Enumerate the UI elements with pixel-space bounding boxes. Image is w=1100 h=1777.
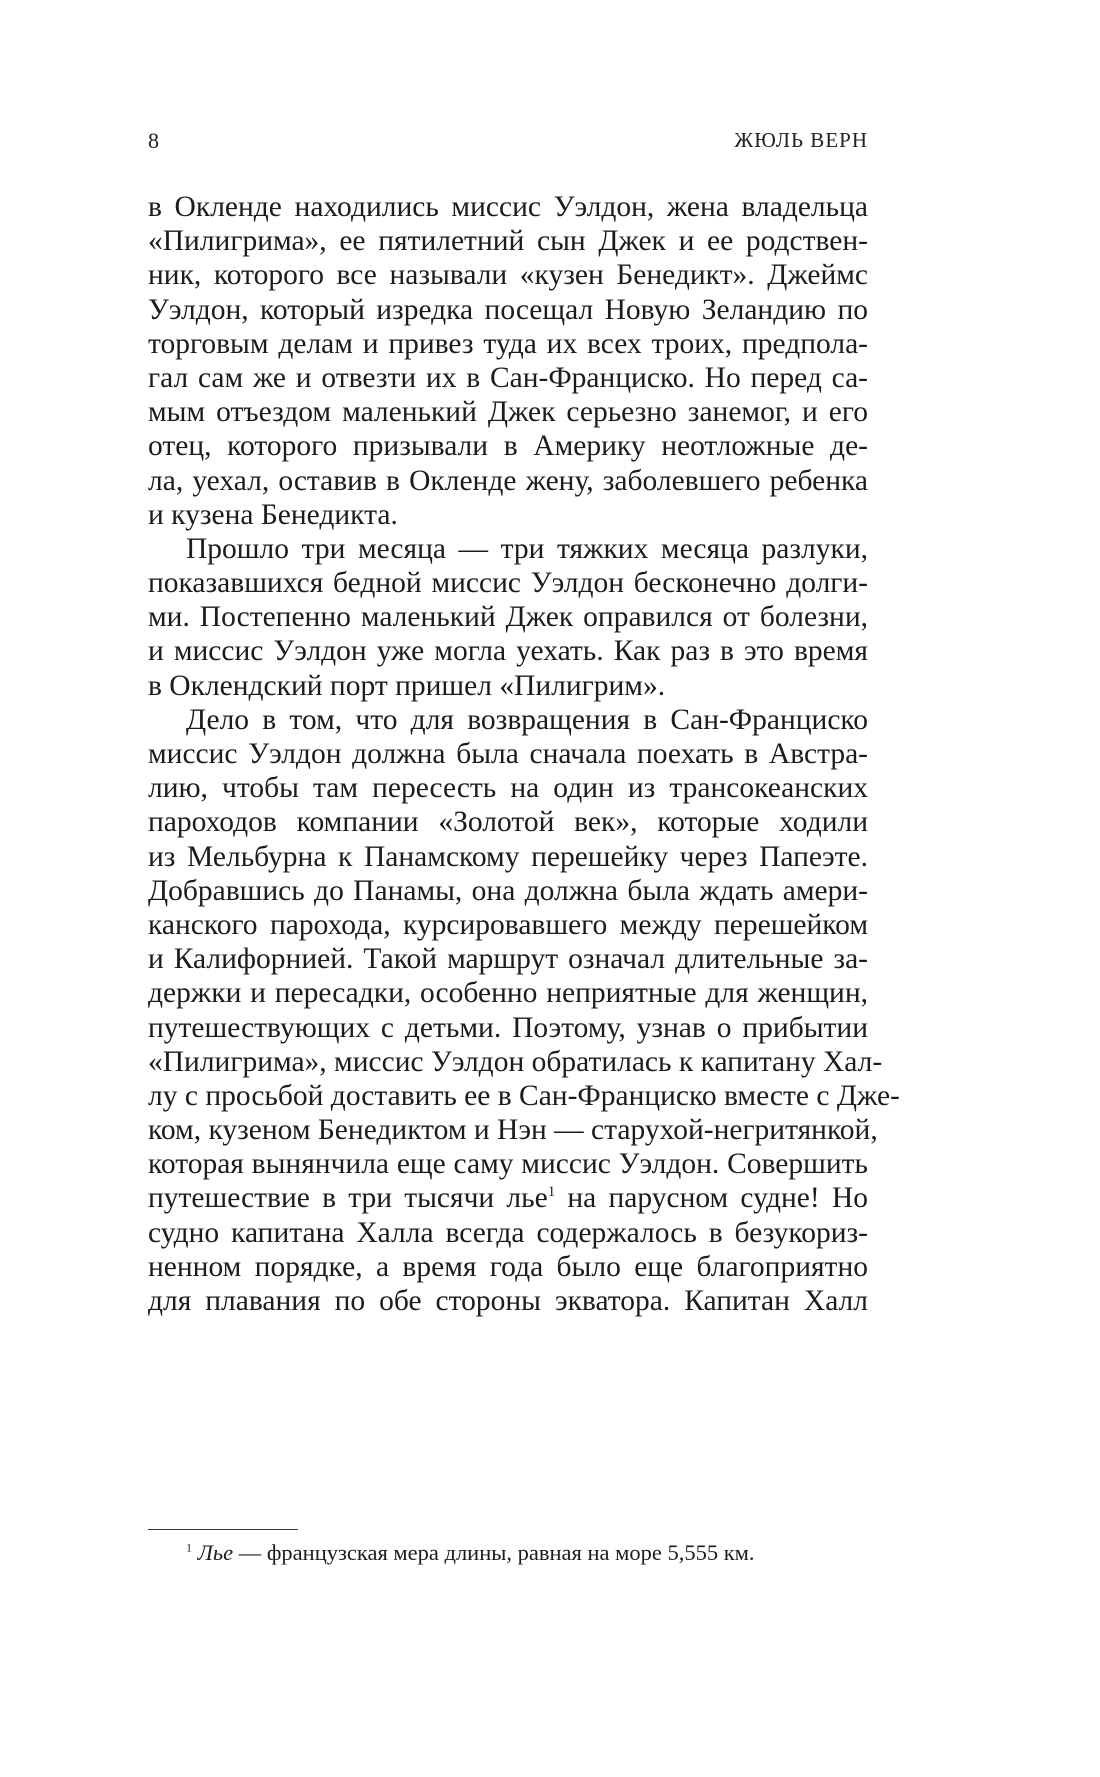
text-line: судно капитана Халла всегда содержалось в безукориз- — [148, 1216, 868, 1249]
text-line: «Пилигрима», миссис Уэлдон обратилась к капитану Хал- — [148, 1045, 883, 1078]
text-line: ком, кузеном Бенедиктом и Нэн — старухой-негритянкой, — [148, 1114, 878, 1147]
text-segment: на парусном судне! Но — [555, 1182, 868, 1215]
text-line: ми. Постепенно маленький Джек оправился от болезни, — [148, 601, 868, 634]
text-line: и кузена Бенедикта. — [148, 498, 398, 531]
text-line: ненном порядке, а время года было еще благоприятно — [148, 1250, 868, 1283]
text-line: Уэлдон, который изредка посещал Новую Зеландию по — [148, 293, 868, 326]
footnote-term: Лье — [197, 1540, 234, 1565]
text-line: гал сам же и отвезти их в Сан-Франциско. Но перед са- — [148, 361, 868, 394]
text-line: путешествующих с детьми. Поэтому, узнав о прибытии — [148, 1011, 868, 1044]
text-line: в Окленде находились миссис Уэлдон, жена владельца — [148, 191, 868, 223]
text-line: пароходов компании «Золотой век», которые ходили — [148, 806, 868, 839]
text-line: торговым делам и привез туда их всех троих, предпола- — [148, 327, 868, 360]
paragraph-start-line: Дело в том, что для возвращения в Сан-Франциско — [186, 703, 868, 736]
footnote-reference[interactable]: 1 — [547, 1184, 556, 1201]
body-text — [148, 190, 900, 1318]
footnote-text: — французская мера длины, равная на море 5,555 км. — [233, 1540, 755, 1565]
text-line: отец, которого призывали в Америку неотложные де- — [148, 430, 868, 463]
footnote-marker: 1 — [186, 1540, 192, 1555]
paragraph-start-line: Прошло три месяца — три тяжких месяца разлуки, — [186, 532, 868, 565]
text-line: миссис Уэлдон должна была сначала поехать в Австра- — [148, 738, 868, 770]
text-segment: путешествие в три тысячи лье — [148, 1182, 548, 1215]
page-number: 8 — [148, 128, 159, 153]
text-line: канского парохода, курсировавшего между перешейком — [148, 908, 868, 941]
text-line: лию, чтобы там пересесть на один из трансокеанских — [148, 772, 868, 805]
text-line: в Оклендский порт пришел «Пилигрим». — [148, 669, 666, 702]
text-line: из Мельбурна к Панамскому перешейку через Папеэте. — [148, 840, 868, 873]
footnote — [186, 1540, 755, 1566]
text-line: «Пилигрима», ее пятилетний сын Джек и ее родствен- — [148, 225, 868, 258]
text-line: которая вынянчила еще саму миссис Уэлдон. Совершить — [148, 1148, 868, 1181]
text-line: лу с просьбой доставить ее в Сан-Франциско вместе с Дже- — [148, 1079, 900, 1112]
footnote-divider — [148, 1529, 298, 1530]
text-line: показавшихся бедной миссис Уэлдон бесконечно долги- — [148, 567, 868, 600]
text-line: мым отъездом маленький Джек серьезно занемог, и его — [148, 396, 868, 429]
text-line: ник, которого все называли «кузен Бенедикт». Джеймс — [148, 259, 868, 292]
page-header — [148, 128, 868, 158]
running-title: ЖЮЛЬ ВЕРН — [734, 128, 868, 152]
text-line: и миссис Уэлдон уже могла уехать. Как раз в это время — [148, 635, 868, 668]
text-line: ла, уехал, оставив в Окленде жену, заболевшего ребенка — [148, 464, 868, 497]
text-line: держки и пересадки, особенно неприятные для женщин, — [148, 977, 868, 1010]
text-line: для плавания по обе стороны экватора. Капитан Халл — [148, 1285, 868, 1317]
text-line-with-footnote — [148, 1181, 868, 1215]
text-line: Добравшись до Панамы, она должна была ждать амери- — [148, 874, 868, 907]
text-line: и Калифорнией. Такой маршрут означал длительные за- — [148, 943, 868, 976]
